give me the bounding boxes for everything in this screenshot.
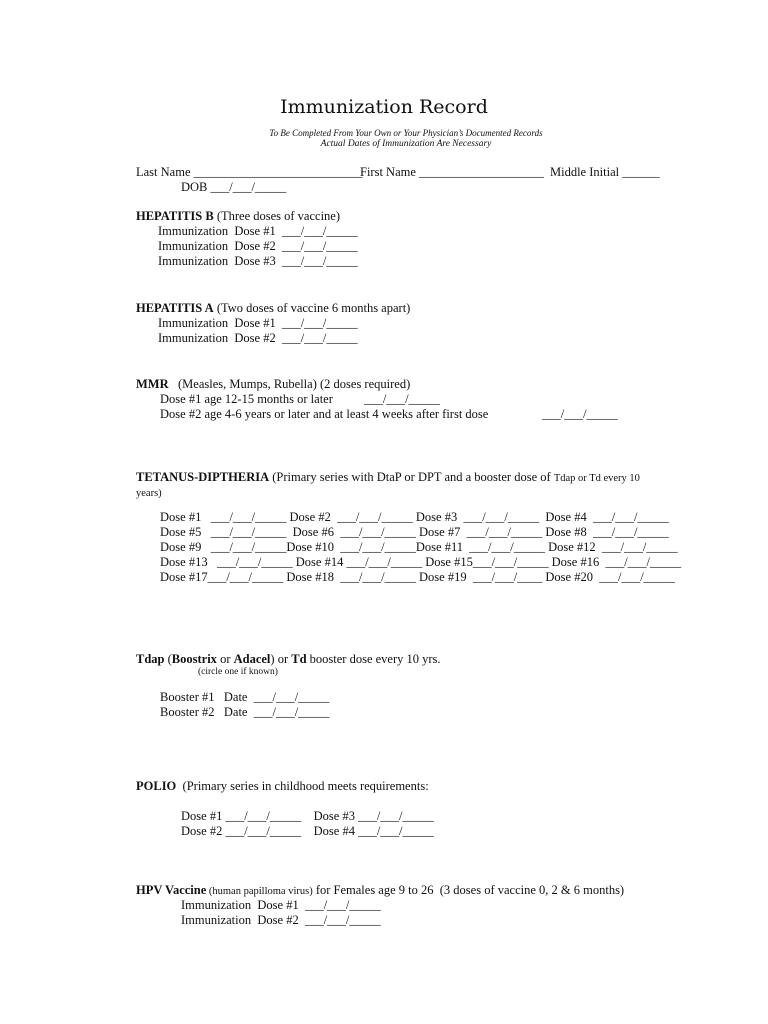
tetanus-dose-row-2[interactable]: Dose #5 ___/___/_____ Dose #6 ___/___/_____ Dose #7 ___/___/_____ Dose #8 ___/___/_____ xyxy=(160,525,669,539)
mmr-dose-2-date[interactable]: ___/___/_____ xyxy=(542,407,618,421)
hpv-dose-2[interactable]: Immunization Dose #2 ___/___/_____ xyxy=(181,913,381,927)
polio-dose-row-2[interactable]: Dose #2 ___/___/_____ Dose #4 ___/___/_____ xyxy=(181,824,434,838)
hpv-dose-1[interactable]: Immunization Dose #1 ___/___/_____ xyxy=(181,898,381,912)
tetanus-dose-row-3[interactable]: Dose #9 ___/___/_____Dose #10 ___/___/_____Dose #11 ___/___/_____ Dose #12 ___/___/_____ xyxy=(160,540,678,554)
hep-a-dose-1[interactable]: Immunization Dose #1 ___/___/_____ xyxy=(158,316,358,330)
tdap-booster-1[interactable]: Booster #1 Date ___/___/_____ xyxy=(160,690,330,704)
tdap-note: (circle one if known) xyxy=(198,667,278,677)
mmr-dose-1[interactable]: Dose #1 age 12-15 months or later ___/___/_____ xyxy=(160,392,440,406)
polio-dose-row-1[interactable]: Dose #1 ___/___/_____ Dose #3 ___/___/_____ xyxy=(181,809,434,823)
hepatitis-b-heading: HEPATITIS B (Three doses of vaccine) xyxy=(136,209,341,223)
page-subtitle: To Be Completed From Your Own or Your Physician’s Documented Records xyxy=(269,128,543,138)
last-name-field[interactable]: Last Name ___________________________ xyxy=(136,165,363,179)
dob-field[interactable]: DOB ___/___/_____ xyxy=(181,180,287,194)
tetanus-diptheria-heading: TETANUS-DIPTHERIA (Primary series with DtaP or DPT and a booster dose of Tdap or Td every 10 xyxy=(136,470,640,484)
tdap-booster-2[interactable]: Booster #2 Date ___/___/_____ xyxy=(160,705,330,719)
mmr-heading: MMR (Measles, Mumps, Rubella) (2 doses required) xyxy=(136,377,411,391)
tetanus-dose-row-1[interactable]: Dose #1 ___/___/_____ Dose #2 ___/___/_____ Dose #3 ___/___/_____ Dose #4 ___/___/_____ xyxy=(160,510,669,524)
hpv-heading: HPV Vaccine (human papilloma virus) for Females age 9 to 26 (3 doses of vaccine 0, 2 & 6 months) xyxy=(136,883,625,897)
hep-a-dose-2[interactable]: Immunization Dose #2 ___/___/_____ xyxy=(158,331,358,345)
polio-heading: POLIO (Primary series in childhood meets requirements: xyxy=(136,779,429,793)
hepatitis-a-heading: HEPATITIS A (Two doses of vaccine 6 months apart) xyxy=(136,301,411,315)
page-subtitle-2: Actual Dates of Immunization Are Necessary xyxy=(320,139,492,149)
middle-initial-field[interactable]: Middle Initial ______ xyxy=(550,165,660,179)
hep-b-dose-1[interactable]: Immunization Dose #1 ___/___/_____ xyxy=(158,224,358,238)
hep-b-dose-3[interactable]: Immunization Dose #3 ___/___/_____ xyxy=(158,254,358,268)
mmr-dose-2-label: Dose #2 age 4-6 years or later and at least 4 weeks after first dose xyxy=(160,407,489,421)
tetanus-diptheria-desc-cont: years) xyxy=(136,488,162,499)
hep-b-dose-2[interactable]: Immunization Dose #2 ___/___/_____ xyxy=(158,239,358,253)
tetanus-dose-row-5[interactable]: Dose #17___/___/_____ Dose #18 ___/___/_____ Dose #19 ___/___/____ Dose #20 ___/___/_____ xyxy=(160,570,675,584)
tetanus-dose-row-4[interactable]: Dose #13 ___/___/_____ Dose #14 ___/___/_____ Dose #15___/___/_____ Dose #16 ___/___/_____ xyxy=(160,555,682,569)
first-name-field[interactable]: First Name ____________________ xyxy=(360,165,545,179)
tdap-heading: Tdap (Boostrix or Adacel) or Td booster dose every 10 yrs. xyxy=(136,652,441,666)
page-title: Immunization Record xyxy=(280,96,488,118)
